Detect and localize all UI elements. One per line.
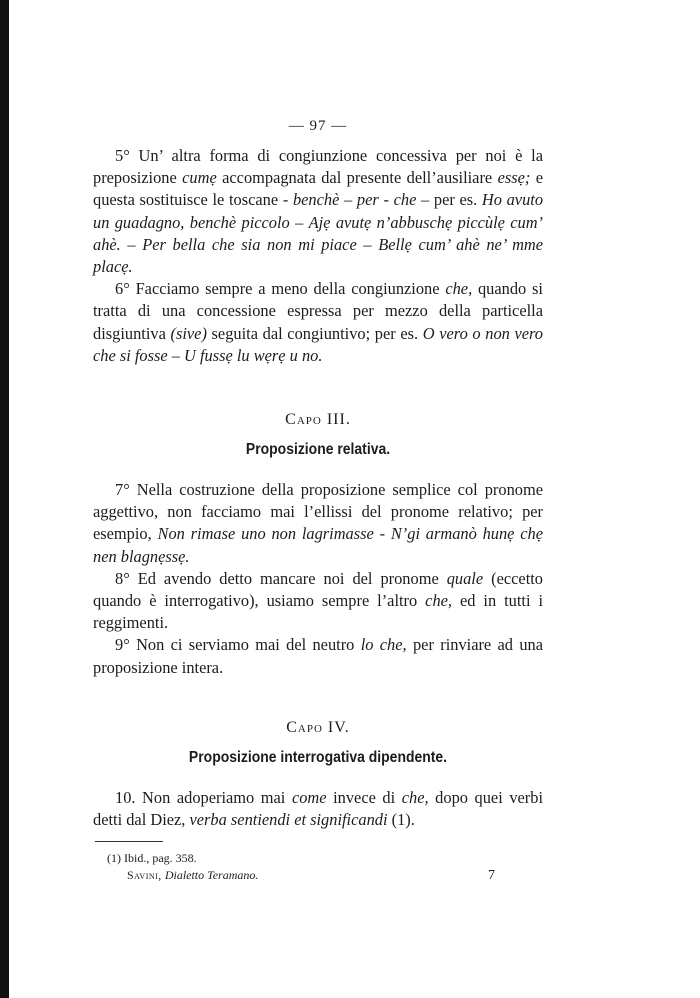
text: e questa sostituisce le toscane - <box>93 168 544 210</box>
text: dopo quei verbi detti dal Diez, <box>93 787 543 830</box>
text: – <box>356 234 379 254</box>
document-page <box>93 118 543 884</box>
text: 5° Un’ altra forma di congiunzione concessiva per noi è la preposizione <box>93 146 543 188</box>
text: – <box>339 190 357 210</box>
section-title-relativa: Proposizione relativa. <box>245 441 391 459</box>
italic-text: che, <box>445 279 473 299</box>
text: 9° Non ci serviamo mai del neutro <box>115 635 361 655</box>
italic-text: benchè <box>292 190 340 210</box>
section-title-interrogativa: Proposizione interrogativa dipendente. <box>188 748 448 766</box>
paragraph-10 <box>93 787 543 831</box>
chapter-heading-3: Capo III. <box>285 411 351 429</box>
paragraph-8 <box>93 568 543 635</box>
signature-text <box>127 867 258 884</box>
italic-text: cumẹ <box>182 168 217 188</box>
chapter-heading-4: Capo IV. <box>286 718 350 736</box>
italic-text: quale <box>446 568 484 588</box>
italic-text: Non rimase uno non lagrimasse <box>157 524 374 544</box>
text: – <box>167 345 185 365</box>
italic-text: come <box>291 787 327 807</box>
italic-text: lo che, <box>360 635 407 655</box>
text: (1). <box>387 810 415 830</box>
paragraph-7 <box>93 479 543 568</box>
italic-text: (sive) <box>170 323 207 343</box>
italic-text: Per bella che sia non mi piace <box>142 234 357 254</box>
paragraph-5 <box>93 145 543 278</box>
text: 8° Ed avendo detto mancare noi del pronome <box>115 568 447 588</box>
text: seguita dal congiuntivo; per es. <box>206 323 423 343</box>
italic-text: U fussẹ lu wẹrẹ u no. <box>184 345 323 365</box>
footnote: (1) Ibid., pag. 358. <box>107 851 197 866</box>
printer-signature <box>93 867 543 884</box>
text: quando si tratta di una concessione espressa per mezzo della particella disgiuntiva <box>93 279 543 343</box>
text: 6° Facciamo sempre a meno della congiunzione <box>115 279 446 299</box>
text: – per es. <box>416 190 482 210</box>
paragraph-6 <box>93 278 543 367</box>
book-binding-edge <box>0 0 9 998</box>
signature-author: Savini, <box>127 868 162 883</box>
italic-text: verba sentiendi et significandi <box>189 810 388 830</box>
italic-text: che, <box>425 591 453 611</box>
italic-text: N’gi armanò hunẹ chẹ nen blagnẹssẹ. <box>93 524 543 566</box>
text: 7° Nella costruzione della proposizione semplice col pronome aggettivo, non facciamo mai l’ellissi del pronome relativo; per esempio, <box>93 480 543 544</box>
text: (eccetto quando è interrogativo), usiamo sempre l’altro <box>93 568 543 611</box>
text: – <box>120 234 143 254</box>
text: per rinviare ad una proposizione intera. <box>93 635 544 677</box>
italic-text: Bellẹ cum’ ahè ne’ mme placẹ. <box>93 234 544 277</box>
signature-sheet-number: 7 <box>488 868 495 884</box>
italic-text: Ajẹ avutẹ n’abbuschẹ piccùlẹ cum’ ahè. <box>93 212 544 254</box>
text: 10. Non adoperiamo mai <box>115 787 292 807</box>
text: – <box>289 212 309 232</box>
italic-text: che <box>393 190 417 210</box>
italic-text: O vero o non vero che si fosse <box>93 323 543 365</box>
italic-text: essẹ; <box>497 168 531 188</box>
italic-text: che, <box>401 787 429 807</box>
text: - <box>378 190 394 210</box>
text: invece di <box>326 787 402 807</box>
paragraph-9 <box>93 634 543 678</box>
signature-title: Dialetto Teramano. <box>164 868 259 883</box>
text: ed in tutti i reggimenti. <box>93 591 543 633</box>
italic-text: per <box>356 190 379 210</box>
text: - <box>373 524 391 544</box>
text: accompagnata dal presente dell’ausiliare <box>216 168 498 188</box>
page-number: — 97 — <box>288 118 348 134</box>
italic-text: Ho avuto un guadagno, benchè piccolo <box>93 190 544 232</box>
